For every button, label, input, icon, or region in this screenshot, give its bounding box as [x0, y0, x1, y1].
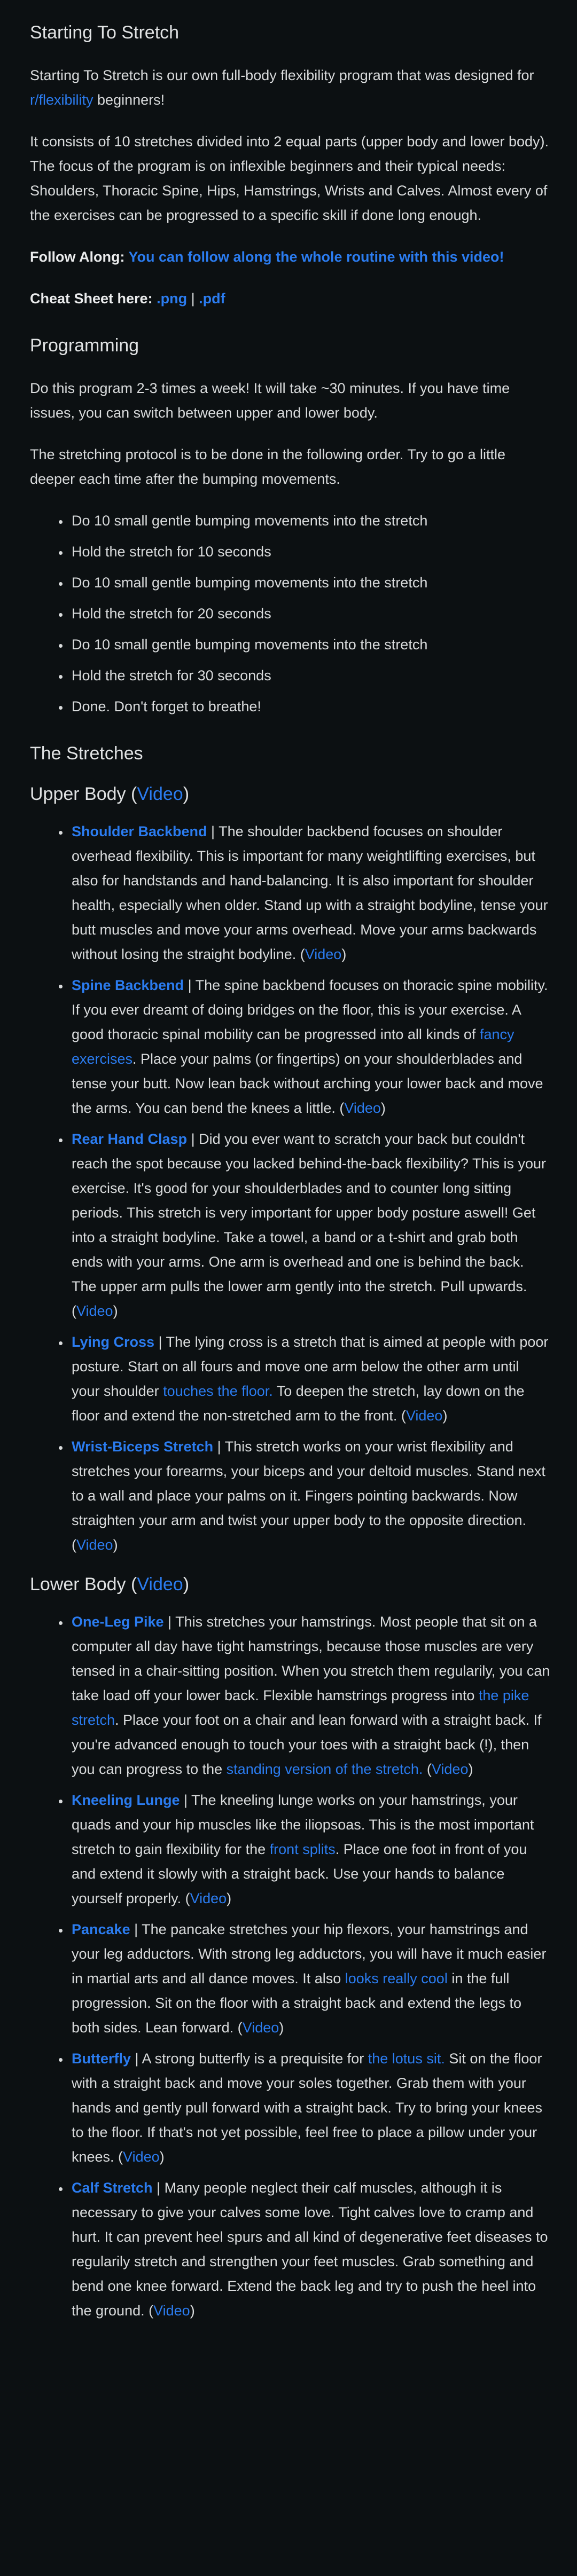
text-run: | The shoulder backbend focuses on shoulder overhead flexibility. This is important for many weightlifting exercises, but also for handstands and hand-balancing. It is also important for shoulder health, especially when older. Stand up with a straight bodyline, tense your butt muscles and move your arms overhead. Move your arms backwards without losing the straight bodyline. (: [72, 823, 548, 962]
text-run: (: [423, 1761, 432, 1777]
inline-link[interactable]: looks really cool: [345, 1970, 448, 1986]
list-item: [69, 1330, 550, 1428]
text-run: | This stretch works on your wrist flexibility and stretches your forearms, your biceps and your deltoid muscles. Stand next to a wall and place your palms on it. Fingers pointing backwards. Now straighten your arm and twist your upper body to the opposite direction. (: [72, 1439, 545, 1553]
text-run: ): [159, 2149, 165, 2165]
inline-link[interactable]: .png: [157, 290, 188, 307]
text-run: Starting To Stretch is our own full-body flexibility program that was designed for: [30, 67, 534, 83]
text-run: Sit on the floor with a straight back and move your soles together. Grab them with your hands and gently pull forward with a straight back. Try to bring your knees to the floor. If that's not yet possible, feel free to place a pillow under your knees. (: [72, 2051, 542, 2165]
inline-link[interactable]: Butterfly: [72, 2051, 131, 2067]
inline-link[interactable]: Kneeling Lunge: [72, 1792, 180, 1808]
protocol-list: [30, 508, 550, 719]
list-item: [69, 601, 550, 626]
text-run: Hold the stretch for 20 seconds: [72, 606, 271, 622]
text-run: Do this program 2-3 times a week! It will take ~30 minutes. If you have time issues, you can switch between upper and lower body.: [30, 380, 510, 421]
intro-paragraph: [30, 63, 550, 112]
list-item: [69, 663, 550, 688]
text-run: Do 10 small gentle bumping movements into the stretch: [72, 575, 428, 591]
text-run: Do 10 small gentle bumping movements into the stretch: [72, 637, 428, 653]
list-item: [69, 2046, 550, 2169]
list-item: [69, 1917, 550, 2040]
list-item: [69, 1609, 550, 1781]
programming-paragraph-1: [30, 376, 550, 425]
text-run: ): [183, 784, 190, 804]
text-run: Upper Body (: [30, 784, 137, 804]
lower-body-list: [30, 1609, 550, 2323]
cheat-sheet-paragraph: [30, 286, 550, 311]
inline-link[interactable]: .pdf: [199, 290, 225, 307]
inline-link[interactable]: Calf Stretch: [72, 2180, 153, 2196]
inline-link[interactable]: Video: [406, 1408, 443, 1424]
text-run: Hold the stretch for 10 seconds: [72, 544, 271, 560]
text-run: ): [190, 2303, 195, 2319]
inline-link[interactable]: Video: [153, 2303, 190, 2319]
list-item: [69, 2176, 550, 2323]
list-item: [69, 973, 550, 1120]
text-run: ): [468, 1761, 473, 1777]
text-run: | Many people neglect their calf muscles, although it is necessary to give your calves some love. Tight calves love to cramp and hurt. It can prevent heel spurs and all kind of degenerative feet diseases to regularily stretch and strengthen your feet muscles. Grab something and bend one knee forward. Extend the back leg and try to push the heel into the ground. (: [72, 2180, 548, 2319]
programming-paragraph-2: [30, 442, 550, 491]
inline-link[interactable]: Wrist-Biceps Stretch: [72, 1439, 214, 1455]
list-item: [69, 539, 550, 564]
inline-link[interactable]: touches the floor.: [163, 1383, 273, 1399]
text-run: ): [227, 1890, 232, 1906]
text-run: ): [279, 2020, 284, 2036]
text-run: ): [113, 1537, 118, 1553]
inline-link[interactable]: Video: [242, 2020, 279, 2036]
bold-text: Cheat Sheet here:: [30, 290, 157, 307]
text-run: . Place your foot on a chair and lean forward with a straight back. If you're advanced enough to touch your toes with a straight back (!), then you can progress to the: [72, 1712, 542, 1777]
inline-link[interactable]: r/flexibility: [30, 92, 93, 108]
list-item: [69, 819, 550, 967]
inline-link[interactable]: Rear Hand Clasp: [72, 1131, 188, 1147]
inline-link[interactable]: the pike stretch: [72, 1687, 529, 1728]
text-run: | The kneeling lunge works on your hamstrings, your quads and your hip muscles like the iliopsoas. This is the most important stretch to gain flexibility for the: [72, 1792, 534, 1857]
inline-link[interactable]: Video: [431, 1761, 469, 1777]
list-item: [69, 1434, 550, 1557]
text-run: Lower Body (: [30, 1574, 137, 1595]
text-run: To deepen the stretch, lay down on the floor and extend the non-stretched arm to the front. (: [72, 1383, 525, 1424]
inline-link[interactable]: Video: [344, 1100, 381, 1116]
upper-body-list: [30, 819, 550, 1557]
inline-link[interactable]: fancy exercises: [72, 1026, 514, 1067]
stretches-heading: The Stretches: [30, 743, 143, 764]
list-item: [69, 1788, 550, 1911]
follow-along-paragraph: [30, 245, 550, 269]
text-run: Do 10 small gentle bumping movements into the stretch: [72, 513, 428, 529]
inline-link[interactable]: the lotus sit.: [368, 2051, 445, 2067]
page-title: Starting To Stretch: [30, 22, 180, 43]
text-run: | The pancake stretches your hip flexors, your hamstrings and your leg adductors. With strong leg adductors, you will have it much easier in martial arts and all dance moves. It also: [72, 1921, 547, 1986]
inline-link[interactable]: Video: [76, 1537, 113, 1553]
programming-heading: Programming: [30, 335, 139, 356]
text-run: ): [183, 1574, 190, 1595]
text-run: | The lying cross is a stretch that is aimed at people with poor posture. Start on all fours and move one arm below the other arm until your shoulder: [72, 1334, 549, 1399]
list-item: [69, 570, 550, 595]
inline-link[interactable]: Spine Backbend: [72, 977, 184, 993]
inline-link[interactable]: standing version of the stretch.: [226, 1761, 423, 1777]
text-run: | This stretches your hamstrings. Most people that sit on a computer all day have tight hamstrings, because those muscles are very tensed in a chair-sitting position. When you stretch them regularily, you can take load off your lower back. Flexible hamstrings progress into: [72, 1614, 550, 1703]
inline-link[interactable]: Video: [137, 784, 183, 804]
text-run: Hold the stretch for 30 seconds: [72, 667, 271, 684]
text-run: ): [341, 946, 347, 962]
bold-text: Follow Along:: [30, 249, 129, 265]
upper-body-heading: [30, 781, 550, 807]
list-item: [69, 632, 550, 657]
text-run: The stretching protocol is to be done in the following order. Try to go a little deeper each time after the bumping movements.: [30, 446, 505, 487]
inline-link[interactable]: You can follow along the whole routine with this video!: [128, 249, 504, 265]
text-run: ): [380, 1100, 386, 1116]
inline-link[interactable]: Lying Cross: [72, 1334, 155, 1350]
text-run: |: [187, 290, 199, 307]
inline-link[interactable]: Shoulder Backbend: [72, 823, 207, 839]
list-item: [69, 694, 550, 719]
text-run: ): [442, 1408, 448, 1424]
text-run: | The spine backbend focuses on thoracic spine mobility. If you ever dreamt of doing bridges on the floor, this is your exercise. A good thoracic spinal mobility can be progressed into all kinds of: [72, 977, 548, 1042]
text-run: beginners!: [93, 92, 165, 108]
inline-link[interactable]: front splits: [269, 1841, 336, 1857]
text-run: Done. Don't forget to breathe!: [72, 698, 261, 714]
text-run: | A strong butterfly is a prequisite for: [131, 2051, 368, 2067]
inline-link[interactable]: Video: [123, 2149, 160, 2165]
list-item: [69, 1127, 550, 1323]
text-run: | Did you ever want to scratch your back but couldn't reach the spot because you lacked behind-the-back flexibility? This is your exercise. It's good for your shoulderblades and to counter long sitting periods. This stretch is very important for upper body posture aswell! Get into a straight bodyline. Take a towel, a band or a t-shirt and grab both ends with your arms. One arm is overhead and one is behind the back. The upper arm pulls the lower arm gently into the stretch. Pull upwards. (: [72, 1131, 546, 1319]
inline-link[interactable]: Video: [137, 1574, 183, 1595]
text-run: in the full progression. Sit on the floor with a straight back and extend the legs to both sides. Lean forward. (: [72, 1970, 521, 2036]
text-run: ): [113, 1303, 118, 1319]
inline-link[interactable]: Video: [76, 1303, 113, 1319]
inline-link[interactable]: Pancake: [72, 1921, 130, 1937]
text-run: . Place one foot in front of you and extend it slowly with a straight back. Use your hands to balance yourself properly. (: [72, 1841, 527, 1906]
list-item: [69, 508, 550, 533]
overview-paragraph: [30, 129, 550, 227]
inline-link[interactable]: Video: [190, 1890, 227, 1906]
inline-link[interactable]: One-Leg Pike: [72, 1614, 164, 1630]
inline-link[interactable]: Video: [305, 946, 342, 962]
lower-body-heading: [30, 1571, 550, 1598]
text-run: . Place your palms (or fingertips) on your shoulderblades and tense your butt. Now lean back without arching your lower back and move the arms. You can bend the knees a little. (: [72, 1051, 543, 1116]
text-run: It consists of 10 stretches divided into 2 equal parts (upper body and lower body). The focus of the program is on inflexible beginners and their typical needs: Shoulders, Thoracic Spine, Hips, Hamstrings, Wrists and Calves. Almost every of the exercises can be progressed to a specific skill if done long enough.: [30, 133, 549, 223]
